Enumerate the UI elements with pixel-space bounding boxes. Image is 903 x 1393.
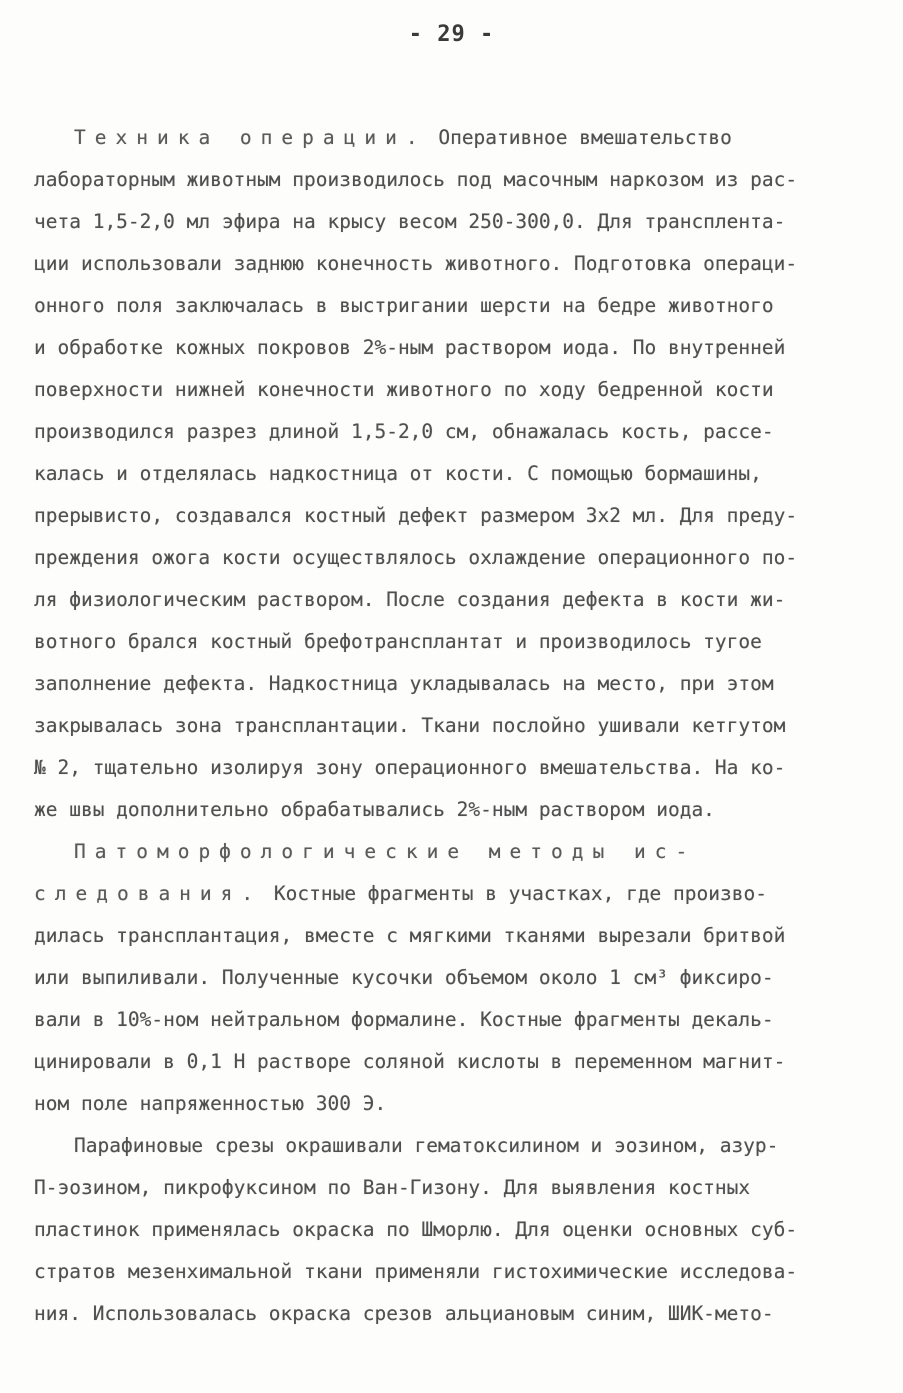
body-text <box>34 117 872 1335</box>
text-line: чета 1,5-2,0 мл эфира на крысу весом 250-300,0. Для трансплента- <box>34 210 786 233</box>
text-line: и обработке кожных покровов 2%-ным раствором иода. По внутренней <box>34 336 786 359</box>
text-line: вали в 10%-ном нейтральном формалине. Костные фрагменты декаль- <box>34 1008 774 1031</box>
text-line <box>34 117 872 159</box>
section-heading-continued: следования. <box>34 882 263 905</box>
text-line <box>34 873 872 915</box>
text-line: онного поля заключалась в выстригании шерсти на бедре животного <box>34 294 774 317</box>
text-line: прерывисто, создавался костный дефект размером 3х2 мл. Для преду- <box>34 504 798 527</box>
text-line: № 2, тщательно изолируя зону операционного вмешательства. На ко- <box>34 756 786 779</box>
page-number: - 29 - <box>408 22 495 47</box>
paragraph-operation-technique <box>34 117 872 831</box>
text-line: ном поле напряженностью 300 Э. <box>34 1092 387 1115</box>
paragraph-pathomorphology-methods <box>34 831 872 1125</box>
text-line: калась и отделялась надкостница от кости. С помощью бормашины, <box>34 462 762 485</box>
text-line: или выпиливали. Полученные кусочки объемом около 1 см³ фиксиро- <box>34 966 774 989</box>
text-line: П-эозином, пикрофуксином по Ван-Гизону. Для выявления костных <box>34 1176 751 1199</box>
section-heading: Техника операции. <box>74 126 427 149</box>
text-line: ции использовали заднюю конечность животного. Подготовка операци- <box>34 252 798 275</box>
text-line <box>34 831 872 873</box>
text-line: дилась трансплантация, вместе с мягкими тканями вырезали бритвой <box>34 924 786 947</box>
text-line: заполнение дефекта. Надкостница укладывалась на место, при этом <box>34 672 774 695</box>
text-line: ля физиологическим раствором. После создания дефекта в кости жи- <box>34 588 786 611</box>
text-line: закрывалась зона трансплантации. Ткани послойно ушивали кетгутом <box>34 714 786 737</box>
text-line: пластинок применялась окраска по Шморлю. Для оценки основных суб- <box>34 1218 798 1241</box>
text-line: лабораторным животным производилось под масочным наркозом из рас- <box>34 168 798 191</box>
line-text: Костные фрагменты в участках, где произво- <box>262 882 767 905</box>
text-line: цинировали в 0,1 Н растворе соляной кислоты в переменном магнит- <box>34 1050 786 1073</box>
text-line: ния. Использовалась окраска срезов альциановым синим, ШИК-мето- <box>34 1302 774 1325</box>
text-line: стратов мезенхимальной ткани применяли гистохимические исследова- <box>34 1260 798 1283</box>
text-line: же швы дополнительно обрабатывались 2%-ным раствором иода. <box>34 798 715 821</box>
text-line: вотного брался костный брефотрансплантат и производилось тугое <box>34 630 762 653</box>
section-heading: Патоморфологические методы ис- <box>74 840 697 863</box>
text-line: производился разрез длиной 1,5-2,0 см, обнажалась кость, рассе- <box>34 420 774 443</box>
text-line: преждения ожога кости осуществлялось охлаждение операционного по- <box>34 546 798 569</box>
text-line: поверхности нижней конечности животного по ходу бедренной кости <box>34 378 774 401</box>
paragraph-staining <box>34 1125 872 1335</box>
text-line: Парафиновые срезы окрашивали гематоксилином и эозином, азур- <box>74 1134 779 1157</box>
line-text: Оперативное вмешательство <box>426 126 732 149</box>
